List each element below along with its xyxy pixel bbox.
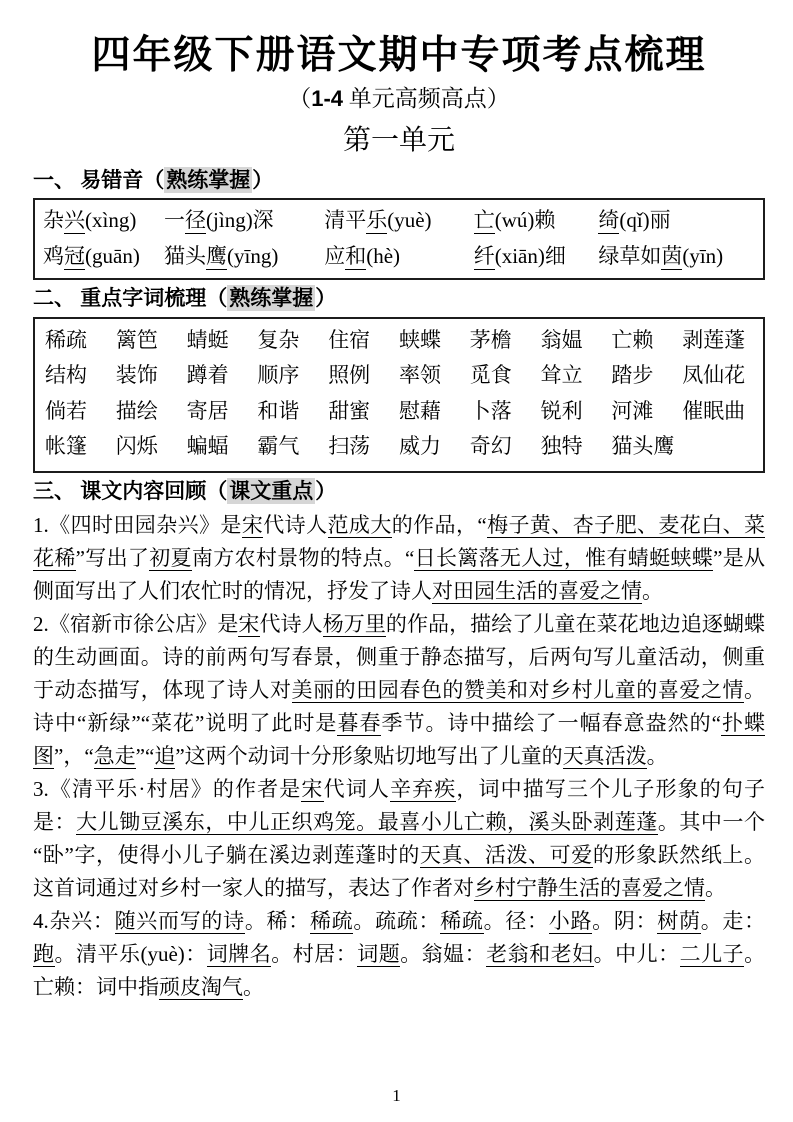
content-paragraphs <box>33 509 765 1004</box>
underlined-text: 梅子黄、杏子肥、麦花白、菜花稀 <box>33 512 766 570</box>
plain-text: 应 <box>324 244 346 269</box>
word-item: 觅食 <box>469 363 512 388</box>
word-item: 蝙蝠 <box>186 434 229 459</box>
underlined-text: 扑蝶图 <box>33 710 766 768</box>
underlined-text: 词题 <box>357 941 401 966</box>
plain-text: ”，“ <box>54 743 94 768</box>
word-item: 亡赖 <box>611 327 654 352</box>
underlined-text: 树荫 <box>657 908 701 933</box>
plain-text: 。径： <box>483 908 549 933</box>
plain-text: 。 <box>646 743 668 768</box>
subtitle-number: 1-4 <box>311 85 344 111</box>
section3-heading <box>33 477 765 505</box>
word-item: 甜蜜 <box>328 398 371 423</box>
underlined-text: 稀疏 <box>440 908 484 933</box>
plain-text: 。亡赖：词中指 <box>33 941 766 999</box>
word-item: 霸气 <box>257 434 300 459</box>
word-item: 慰藉 <box>399 398 441 423</box>
section1-highlight-tag: 熟练掌握 <box>166 167 251 192</box>
plain-text: 的形象跃然纸上。这首词通过对乡村一家人的描写，表达了作者对 <box>33 842 766 900</box>
underlined-text: 范成大 <box>327 512 392 537</box>
word-item: 帐篷 <box>45 434 87 459</box>
plain-text: 季节。诗中描绘了一幅春意盎然的“ <box>381 710 721 735</box>
plain-text: ”这两个动词十分形象贴切地写出了儿童的 <box>175 743 563 768</box>
word-item: 耸立 <box>540 363 583 388</box>
plain-text: (yuè) <box>387 208 432 233</box>
plain-text: 。阴： <box>592 908 658 933</box>
content-paragraph <box>33 509 765 608</box>
plain-text: 4.杂兴： <box>33 908 115 933</box>
plain-text: 。清平乐(yuè)： <box>54 941 207 966</box>
underlined-text: 宋 <box>241 512 264 537</box>
plain-text: (qǐ)丽 <box>619 208 671 233</box>
word-item: 寄居 <box>186 398 229 423</box>
word-item: 扫荡 <box>328 434 371 459</box>
underlined-text: 急走 <box>93 743 136 768</box>
underlined-text: 小路 <box>548 908 593 933</box>
underlined-text: 宋 <box>238 611 260 636</box>
plain-text: 。翁媪： <box>400 941 487 966</box>
word-row <box>45 394 753 430</box>
content-paragraph <box>33 905 765 1004</box>
underlined-text: 跑 <box>33 941 55 966</box>
word-item: 照例 <box>328 363 371 388</box>
word-item: 闪烁 <box>115 434 158 459</box>
plain-text: ，词中描写三个儿子形象的句子是： <box>33 776 766 834</box>
underlined-text: 乡村宁静生活的喜爱之情 <box>474 875 705 900</box>
underlined-text: 追 <box>154 743 176 768</box>
plain-text: (wú)赖 <box>494 208 556 233</box>
plain-text: 。中儿： <box>593 941 680 966</box>
word-table <box>33 317 765 473</box>
underlined-text: 乐 <box>366 208 388 233</box>
plain-text: 代诗人 <box>263 512 328 537</box>
plain-text: 2.《宿新市徐公店》是 <box>33 611 239 636</box>
word-item: 卜落 <box>469 398 512 423</box>
section2-heading <box>33 284 765 312</box>
underlined-text: 天真活泼 <box>562 743 647 768</box>
underlined-text: 辛弃疾 <box>389 776 457 801</box>
pinyin-entry <box>43 238 164 274</box>
plain-text: 。 <box>243 974 264 999</box>
underlined-text: 宋 <box>301 776 324 801</box>
word-item: 蜻蜓 <box>186 327 229 352</box>
plain-text: (xiān)细 <box>494 244 566 269</box>
plain-text: (yīn) <box>682 244 724 269</box>
section3-suffix: ） <box>315 478 337 503</box>
content-paragraph <box>33 773 765 905</box>
pinyin-entry <box>598 202 755 238</box>
word-item: 稀疏 <box>45 327 87 352</box>
underlined-text: 鹰 <box>206 244 228 269</box>
plain-text: (guān) <box>85 244 140 269</box>
word-item: 独特 <box>540 434 583 459</box>
word-row <box>45 323 753 359</box>
plain-text: 绿草如 <box>598 244 662 269</box>
word-item: 倘若 <box>45 398 87 423</box>
underlined-text: 稀疏 <box>309 908 354 933</box>
plain-text: (yīng) <box>227 244 279 269</box>
word-item: 踏步 <box>611 363 654 388</box>
unit-title: 第一单元 <box>342 125 455 157</box>
plain-text: (jìng)深 <box>206 208 274 233</box>
word-item: 翁媪 <box>540 327 583 352</box>
pinyin-entry <box>164 202 324 238</box>
plain-text: 清平 <box>324 208 367 233</box>
plain-text: 的作品，描绘了儿童在菜花地边追逐蝴蝶的生动画面。诗的前两句写春景，侧重于静态描写，后两句写儿童活动，侧重于动态描写，体现了诗人对 <box>33 611 766 702</box>
underlined-text: 兴 <box>64 208 85 233</box>
underlined-text: 绮 <box>598 208 620 233</box>
section1-suffix: ） <box>252 167 274 192</box>
section1-heading <box>33 166 765 194</box>
underlined-text: 对田园生活的喜爱之情 <box>432 578 642 603</box>
word-item: 河滩 <box>611 398 654 423</box>
plain-text: 。诗中“新绿”“菜花”说明了此时是 <box>33 677 765 735</box>
underlined-text: 暮春 <box>337 710 382 735</box>
underlined-text: 词牌名 <box>206 941 272 966</box>
pinyin-entry <box>324 238 474 274</box>
pinyin-entry <box>598 238 755 274</box>
word-item: 蛱蝶 <box>399 327 441 352</box>
word-item: 威力 <box>399 434 441 459</box>
word-item: 结构 <box>45 363 87 388</box>
plain-text: 代诗人 <box>259 611 323 636</box>
word-item: 剥莲蓬 <box>682 327 746 352</box>
plain-text: 的作品，“ <box>391 512 487 537</box>
underlined-text: 茵 <box>661 244 683 269</box>
subtitle-open: （ <box>288 85 312 111</box>
pinyin-entry <box>164 238 324 274</box>
word-item: 猫头鹰 <box>611 434 675 459</box>
underlined-text: 随兴而写的诗 <box>114 908 245 933</box>
underlined-text: 日长篱落无人过，惟有蜻蜓蛱蝶 <box>414 545 714 570</box>
word-item: 住宿 <box>328 327 371 352</box>
plain-text: ”是从侧面写出了人们农忙时的情况，抒发了诗人 <box>33 545 766 603</box>
pinyin-table <box>33 198 765 280</box>
underlined-text: 亡 <box>473 208 495 233</box>
plain-text: (hè) <box>366 244 401 269</box>
word-item: 顺序 <box>257 363 300 388</box>
underlined-text: 纤 <box>473 244 495 269</box>
pinyin-entry <box>474 238 599 274</box>
pinyin-entry <box>474 202 599 238</box>
plain-text: 。 <box>705 875 726 900</box>
plain-text: 。疏疏： <box>353 908 441 933</box>
underlined-text: 顽皮淘气 <box>159 974 243 999</box>
word-item: 复杂 <box>257 327 300 352</box>
section1-prefix: 一、 易错音（ <box>33 167 165 192</box>
underlined-text: 大儿锄豆溪东，中儿正织鸡笼。最喜小儿亡赖，溪头卧剥莲蓬 <box>76 809 658 834</box>
underlined-text: 天真、活泼、可爱 <box>420 842 593 867</box>
page-number: 1 <box>392 1086 401 1105</box>
plain-text: 1.《四时田园杂兴》是 <box>33 512 242 537</box>
word-item: 和谐 <box>257 398 300 423</box>
plain-text: 。 <box>642 578 663 603</box>
plain-text: 南方农村景物的特点。“ <box>191 545 415 570</box>
word-item: 描绘 <box>115 398 158 423</box>
plain-text: ”写出了 <box>75 545 150 570</box>
plain-text: 猫头 <box>164 244 207 269</box>
section2-suffix: ） <box>315 286 337 311</box>
subtitle-rest: 单元高频高点） <box>343 85 510 111</box>
plain-text: 鸡 <box>43 244 64 269</box>
section2-prefix: 二、 重点字词梳理（ <box>33 286 228 311</box>
word-item: 催眠曲 <box>682 398 746 423</box>
word-item: 率领 <box>399 363 441 388</box>
word-item: 凤仙花 <box>682 363 746 388</box>
section2-highlight-tag: 熟练掌握 <box>229 286 314 311</box>
plain-text: 一 <box>164 208 186 233</box>
underlined-text: 和 <box>345 244 367 269</box>
underlined-text: 杨万里 <box>322 611 386 636</box>
plain-text: 。稀： <box>244 908 310 933</box>
word-item: 蹲着 <box>186 363 229 388</box>
underlined-text: 冠 <box>64 244 85 269</box>
underlined-text: 美丽的田园春色的赞美和对乡村儿童的喜爱之情 <box>291 677 744 702</box>
section3-prefix: 三、 课文内容回顾（ <box>33 478 228 503</box>
plain-text: ”“ <box>135 743 155 768</box>
plain-text: (xìng) <box>85 208 137 233</box>
underlined-text: 二儿子 <box>679 941 745 966</box>
subtitle <box>33 85 765 113</box>
underlined-text: 老翁和老妇 <box>486 941 594 966</box>
word-item: 锐利 <box>540 398 583 423</box>
underlined-text: 径 <box>185 208 207 233</box>
page-title: 四年级下册语文期中专项考点梳理 <box>91 34 707 77</box>
plain-text: 杂 <box>43 208 64 233</box>
word-item: 茅檐 <box>469 327 512 352</box>
plain-text: 。其中一个“卧”字，使得小儿子躺在溪边剥莲蓬时的 <box>33 809 766 867</box>
pinyin-entry <box>324 202 474 238</box>
plain-text: 代词人 <box>323 776 390 801</box>
word-item: 篱笆 <box>115 327 158 352</box>
word-item: 装饰 <box>115 363 158 388</box>
section3-highlight-tag: 课文重点 <box>229 478 314 503</box>
plain-text: 。村居： <box>271 941 358 966</box>
word-item: 奇幻 <box>469 434 512 459</box>
word-row <box>45 429 753 465</box>
pinyin-entry <box>43 202 164 238</box>
content-paragraph <box>33 608 765 773</box>
plain-text: 。走： <box>700 908 766 933</box>
underlined-text: 初夏 <box>149 545 192 570</box>
word-row <box>45 358 753 394</box>
plain-text: 3.《清平乐·村居》的作者是 <box>33 776 302 801</box>
